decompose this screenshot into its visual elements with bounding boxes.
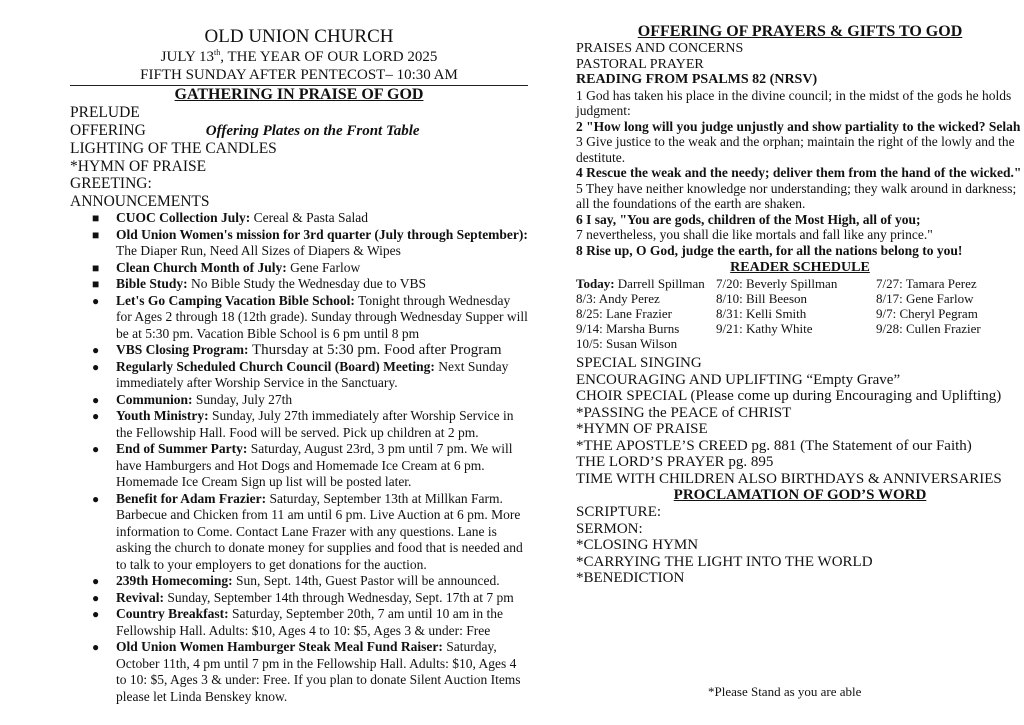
round-bullet-icon: ● xyxy=(92,442,100,456)
announcement-item xyxy=(70,639,528,705)
announcement-title: Old Union Women Hamburger Steak Meal Fund Raiser: xyxy=(116,639,443,654)
announcement-text: No Bible Study the Wednesday due to VBS xyxy=(187,276,427,291)
offering-prayers-title: OFFERING OF PRAYERS & GIFTS TO GOD xyxy=(637,23,963,40)
round-bullet-icon: ● xyxy=(92,359,100,374)
announcements-heading: ANNOUNCEMENTS xyxy=(70,192,210,210)
schedule-entry: 10/5: Susan Wilson xyxy=(576,336,678,351)
announcement-item xyxy=(70,441,528,491)
psalm-verse: 2 "How long will you judge unjustly and show partiality to the wicked? Selah xyxy=(576,118,1021,134)
order-of-worship-2 xyxy=(576,504,1024,587)
announcement-item xyxy=(70,590,528,607)
announcement-text: Sunday, July 27th xyxy=(192,391,293,407)
service-line: FIFTH SUNDAY AFTER PENTECOST– 10:30 AM xyxy=(140,67,458,83)
announcement-text: Next Sunday immediately after Worship Service in the Sanctuary. xyxy=(116,358,509,390)
announcement-text: Saturday, September 20th, 7 am until 10 am in the Fellowship Hall. Adults: $10, Ages 4 to 10: $5, Ages 3 & under: Free xyxy=(116,606,503,638)
schedule-entry: 8/25: Lane Frazier xyxy=(576,306,673,321)
worship-item: *HYMN OF PRAISE xyxy=(576,421,708,437)
announcement-item xyxy=(70,359,528,392)
round-bullet-icon: ● xyxy=(92,590,100,605)
psalm-verse: 6 I say, "You are gods, children of the Most High, all of you; xyxy=(576,211,921,227)
date-line: JULY 13th, THE YEAR OF OUR LORD 2025 xyxy=(160,48,438,65)
schedule-entry: 7/20: Beverly Spillman xyxy=(716,276,838,291)
announcement-title: End of Summer Party: xyxy=(116,441,248,456)
announcement-title: 239th Homecoming: xyxy=(116,573,233,588)
schedule-entry: 8/31: Kelli Smith xyxy=(716,306,807,321)
announcement-item xyxy=(70,210,528,227)
announcement-item xyxy=(70,260,528,277)
worship-item: ENCOURAGING AND UPLIFTING “Empty Grave” xyxy=(576,371,901,388)
psalm-verse: 1 God has taken his place in the divine council; in the midst of the gods he holds judgment: xyxy=(576,87,1012,118)
round-bullet-icon: ● xyxy=(92,392,100,407)
announcement-text: Sunday, September 14th through Wednesday, Sept. 17th at 7 pm xyxy=(164,589,514,605)
schedule-entry: 9/21: Kathy White xyxy=(716,321,813,336)
church-name: OLD UNION CHURCH xyxy=(204,26,394,47)
announcement-item xyxy=(70,392,528,409)
announcement-item xyxy=(70,491,528,574)
reader-schedule xyxy=(576,276,1024,351)
order-of-worship-1 xyxy=(576,355,1024,487)
square-bullet-icon: ■ xyxy=(92,260,100,275)
round-bullet-icon: ● xyxy=(92,491,100,506)
announcement-text: Sun, Sept. 14th, Guest Pastor will be announced. xyxy=(232,573,500,588)
announcement-text: The Diaper Run, Need All Sizes of Diapers & Wipes xyxy=(116,243,401,258)
announcement-title: Bible Study: xyxy=(116,276,188,291)
announcement-item xyxy=(70,227,528,260)
psalm-verse: 5 They have neither knowledge nor understanding; they walk around in darkness; all the foundations of the earth are shaken. xyxy=(576,180,1017,211)
schedule-entry: 8/10: Bill Beeson xyxy=(716,291,807,306)
announcement-title: Old Union Women's mission for 3rd quarter (July through September): xyxy=(116,226,528,242)
announcement-text: Gene Farlow xyxy=(286,259,361,275)
announcement-item xyxy=(70,293,528,343)
announcement-item xyxy=(70,408,528,441)
hymn-of-praise: *HYMN OF PRAISE xyxy=(70,157,207,175)
right-column xyxy=(576,0,1024,587)
round-bullet-icon: ● xyxy=(92,574,100,588)
announcement-title: Regularly Scheduled Church Council (Board) Meeting: xyxy=(116,358,435,374)
left-column xyxy=(70,0,528,705)
schedule-entry: 8/3: Andy Perez xyxy=(576,291,660,306)
schedule-entry xyxy=(876,336,1024,351)
proclamation-title: PROCLAMATION OF GOD’S WORD xyxy=(673,487,927,503)
offering-line: OFFERING Offering Plates on the Front Table xyxy=(70,121,420,139)
announcement-text: Saturday, August 23rd, 3 pm until 7 pm. We will have Hamburgers and Hot Dogs and Homemade Ice Cream at 6 pm. Homemade Ice Cream Sign up list will be posted later. xyxy=(116,441,513,489)
announcement-item xyxy=(70,276,528,293)
offering-note: Offering Plates on the Front Table xyxy=(205,122,420,139)
announcement-title: Revival: xyxy=(116,589,164,605)
announcement-title: CUOC Collection July: xyxy=(116,210,251,225)
round-bullet-icon: ● xyxy=(92,640,100,654)
round-bullet-icon: ● xyxy=(92,343,100,357)
announcement-text: Tonight through Wednesday for Ages 2 through 18 (12th grade). Sunday through Wednesday Supper will be at 5:30 pm. Vacation Bible School is 6 pm until 8 pm xyxy=(116,292,528,341)
psalm-verse: 7 nevertheless, you shall die like mortals and fall like any prince." xyxy=(576,227,933,242)
schedule-entry: 7/27: Tamara Perez xyxy=(876,276,977,291)
announcements-list xyxy=(70,210,528,705)
announcement-text: Saturday, September 13th at Millkan Farm. Barbecue and Chicken from 11 am until 6 pm. Live Auction at 6 pm. More information to Come. Contact Lane Frazer with any questions. Lane is asking the church to donate money for supplies and food that is needed and to talk to your employers to get donations for the auction. xyxy=(116,490,523,572)
worship-item: *PASSING the PEACE of CHRIST xyxy=(576,404,792,421)
stand-note: *Please Stand as you are able xyxy=(708,684,862,699)
announcement-title: Country Breakfast: xyxy=(116,606,229,621)
announcement-text: Sunday, July 27th immediately after Worship Service in the Fellowship Hall. Food will be served. Pick up children at 2 pm. xyxy=(116,408,514,440)
greeting: GREETING: xyxy=(70,175,152,192)
worship-item: *THE APOSTLE’S CREED pg. 881 (The Statement of our Faith) xyxy=(576,437,972,454)
psalm-verse: 4 Rescue the weak and the needy; deliver them from the hand of the wicked." xyxy=(576,165,1022,180)
round-bullet-icon: ● xyxy=(92,409,100,423)
candles: LIGHTING OF THE CANDLES xyxy=(70,140,277,157)
reader-schedule-title: READER SCHEDULE xyxy=(730,260,870,275)
announcement-title: VBS Closing Program: xyxy=(116,342,249,357)
worship-item: *CARRYING THE LIGHT INTO THE WORLD xyxy=(576,553,873,570)
schedule-entry xyxy=(716,336,876,351)
schedule-entry: 9/7: Cheryl Pegram xyxy=(876,306,978,321)
square-bullet-icon: ■ xyxy=(92,227,100,242)
schedule-entry: 8/17: Gene Farlow xyxy=(876,291,974,306)
worship-item: *CLOSING HYMN xyxy=(576,537,699,553)
announcement-text: Saturday, October 11th, 4 pm until 7 pm in the Fellowship Hall. Adults: $10, Ages 4 to 10: $5, Ages 3 & under: Free. If you plan to donate Silent Auction Items please let Linda Benskey know. xyxy=(116,639,521,704)
announcement-text: Thursday at 5:30 pm. Food after Program xyxy=(248,342,502,358)
psalm-reading xyxy=(576,88,1024,259)
psalm-verse: 3 Give justice to the weak and the orphan; maintain the right of the lowly and the destitute. xyxy=(576,134,1015,165)
announcement-item xyxy=(70,342,528,359)
announcement-item xyxy=(70,606,528,639)
schedule-entry: 9/28: Cullen Frazier xyxy=(876,321,981,336)
announcement-item xyxy=(70,573,528,590)
schedule-entry: Today: Darrell Spillman xyxy=(576,276,705,291)
announcement-text: Cereal & Pasta Salad xyxy=(250,210,368,225)
worship-item: SCRIPTURE: xyxy=(576,504,662,520)
announcement-title: Benefit for Adam Frazier: xyxy=(116,490,267,506)
announcement-title: Clean Church Month of July: xyxy=(116,259,287,275)
worship-item: TIME WITH CHILDREN ALSO BIRTHDAYS & ANNIVERSARIES xyxy=(576,470,1002,487)
worship-item: SPECIAL SINGING xyxy=(576,355,702,371)
gathering-title: GATHERING IN PRAISE OF GOD xyxy=(174,86,424,103)
round-bullet-icon: ● xyxy=(92,607,100,621)
psalm-verse: 8 Rise up, O God, judge the earth, for all the nations belong to you! xyxy=(576,242,963,258)
square-bullet-icon: ■ xyxy=(92,211,100,225)
round-bullet-icon: ● xyxy=(92,293,100,308)
worship-item: SERMON: xyxy=(576,520,643,537)
worship-item: THE LORD’S PRAYER pg. 895 xyxy=(576,454,774,470)
praises-concerns: PRAISES AND CONCERNS xyxy=(576,41,744,56)
announcement-title: Let's Go Camping Vacation Bible School: xyxy=(116,292,355,308)
schedule-entry: 9/14: Marsha Burns xyxy=(576,321,680,336)
prelude: PRELUDE xyxy=(70,104,140,121)
pastoral-prayer: PASTORAL PRAYER xyxy=(576,56,704,72)
worship-item: *BENEDICTION xyxy=(576,570,685,586)
worship-item: CHOIR SPECIAL (Please come up during Encouraging and Uplifting) xyxy=(576,388,1002,404)
announcement-title: Communion: xyxy=(116,391,193,407)
announcement-title: Youth Ministry: xyxy=(116,408,209,423)
square-bullet-icon: ■ xyxy=(92,277,100,291)
reading-title: READING FROM PSALMS 82 (NRSV) xyxy=(576,72,818,87)
